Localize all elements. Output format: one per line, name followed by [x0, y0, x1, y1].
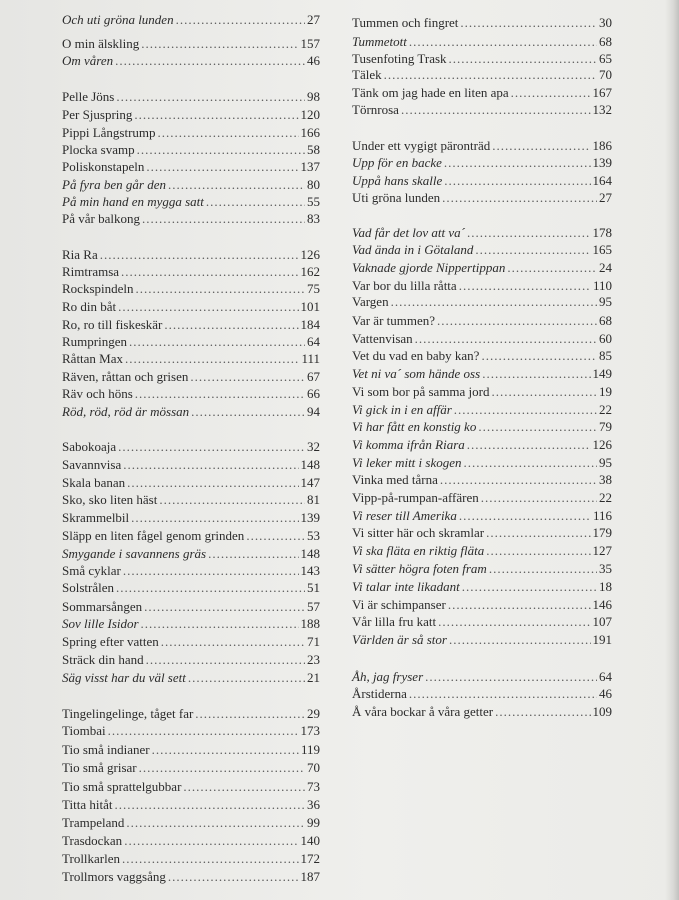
- entry-page-number: 146: [592, 597, 612, 612]
- entry-page-number: 46: [599, 686, 612, 701]
- entry-page-number: 109: [592, 704, 612, 719]
- dot-leader: [118, 297, 298, 317]
- index-entry: [352, 258, 612, 278]
- entry-title: Ro din båt: [62, 299, 117, 314]
- entry-page-number: 178: [592, 225, 612, 240]
- entry-title: Vi har fått en konstig ko: [352, 419, 477, 434]
- entry-page-number: 188: [300, 616, 320, 631]
- entry-page-number: 68: [599, 34, 612, 49]
- entry-page-number: 107: [592, 614, 612, 629]
- entry-title: Vad ända in i Götaland: [352, 242, 474, 257]
- entry-title: Var bor du lilla råtta: [352, 278, 457, 293]
- entry-page-number: 139: [300, 510, 320, 525]
- entry-title: Skrammelbil: [62, 510, 130, 525]
- entry-title: Sabokoaja: [62, 439, 117, 454]
- dot-leader: [449, 630, 591, 650]
- entry-title: Sko, sko liten häst: [62, 492, 158, 507]
- entry-title: På min hand en mygga satt: [62, 194, 204, 209]
- entry-page-number: 80: [307, 177, 320, 192]
- index-entry: [352, 364, 612, 384]
- entry-page-number: 166: [300, 125, 320, 140]
- entry-title: Tio små indianer: [62, 742, 150, 757]
- dot-leader: [437, 311, 597, 331]
- dot-leader: [116, 578, 305, 598]
- dot-leader: [191, 402, 305, 422]
- entry-page-number: 165: [592, 242, 612, 257]
- entry-title: Under ett vygigt päronträd: [352, 138, 491, 153]
- index-entry: [352, 559, 612, 579]
- entry-title: Ria Ra: [62, 247, 98, 262]
- entry-page-number: 64: [307, 334, 320, 349]
- entry-title: Trasdockan: [62, 833, 123, 848]
- entry-title: Säg visst har du väl sett: [62, 670, 186, 685]
- entry-title: Uti gröna lunden: [352, 190, 441, 205]
- dot-leader: [401, 100, 591, 120]
- index-entry: [62, 279, 320, 299]
- index-entry: [62, 795, 320, 815]
- entry-page-number: 172: [300, 851, 320, 866]
- dot-leader: [489, 559, 597, 579]
- entry-title: Savannvisa: [62, 457, 122, 472]
- dot-leader: [183, 777, 305, 797]
- entry-page-number: 27: [599, 190, 612, 205]
- index-entry: [352, 346, 612, 366]
- dot-leader: [486, 541, 590, 561]
- entry-page-number: 110: [592, 278, 612, 293]
- entry-page-number: 83: [307, 211, 320, 226]
- entry-title: Per Sjuspring: [62, 107, 133, 122]
- index-entry: [352, 292, 612, 312]
- entry-page-number: 67: [307, 369, 320, 384]
- entry-title: Vattenvisan: [352, 331, 413, 346]
- dot-leader: [161, 632, 305, 652]
- dot-leader: [486, 523, 590, 543]
- entry-page-number: 173: [300, 723, 320, 738]
- dot-leader: [146, 157, 298, 177]
- entry-page-number: 70: [307, 760, 320, 775]
- entry-title: Vargen: [352, 294, 389, 309]
- entry-title: Vaknade gjorde Nippertippan: [352, 260, 506, 275]
- index-entry: [62, 402, 320, 422]
- entry-page-number: 57: [307, 599, 320, 614]
- entry-page-number: 127: [592, 543, 612, 558]
- entry-title: Räv och höns: [62, 386, 133, 401]
- dot-leader: [159, 490, 305, 510]
- entry-page-number: 186: [592, 138, 612, 153]
- entry-title: Uppå hans skalle: [352, 173, 443, 188]
- entry-title: Vi som bor på samma jord: [352, 384, 490, 399]
- entry-title: Tusenfoting Trask: [352, 51, 447, 66]
- entry-page-number: 98: [307, 89, 320, 104]
- entry-title: Tiombai: [62, 723, 106, 738]
- index-entry: [352, 13, 612, 33]
- entry-title: På vår balkong: [62, 211, 140, 226]
- entry-title: Vet du vad en baby kan?: [352, 348, 480, 363]
- entry-title: Räven, råttan och grisen: [62, 369, 189, 384]
- entry-page-number: 19: [599, 384, 612, 399]
- entry-page-number: 18: [599, 579, 612, 594]
- dot-leader: [135, 384, 305, 404]
- index-entry: [62, 105, 320, 125]
- entry-page-number: 167: [592, 85, 612, 100]
- entry-page-number: 85: [599, 348, 612, 363]
- index-entry: [62, 87, 320, 107]
- index-entry: [352, 240, 612, 260]
- dot-leader: [478, 417, 597, 437]
- entry-page-number: 64: [599, 669, 612, 684]
- dot-leader: [462, 577, 597, 597]
- entry-page-number: 22: [599, 402, 612, 417]
- entry-page-number: 99: [307, 815, 320, 830]
- dot-leader: [114, 795, 305, 815]
- dot-leader: [123, 455, 298, 475]
- entry-title: Vi är schimpanser: [352, 597, 446, 612]
- entry-page-number: 70: [599, 67, 612, 82]
- entry-title: Tummen och fingret: [352, 15, 459, 30]
- entry-page-number: 32: [307, 439, 320, 454]
- entry-page-number: 101: [300, 299, 320, 314]
- entry-title: Släpp en liten fågel genom grinden: [62, 528, 245, 543]
- entry-title: Rumpringen: [62, 334, 127, 349]
- dot-leader: [131, 508, 298, 528]
- entry-title: Om våren: [62, 53, 114, 68]
- index-entry: [352, 684, 612, 704]
- entry-page-number: 148: [300, 546, 320, 561]
- entry-page-number: 22: [599, 490, 612, 505]
- dot-leader: [141, 614, 299, 634]
- entry-title: Skala banan: [62, 475, 126, 490]
- index-entry: [352, 65, 612, 85]
- dot-leader: [442, 188, 597, 208]
- entry-page-number: 21: [307, 670, 320, 685]
- index-entry: [62, 867, 320, 887]
- entry-title: Vipp-på-rumpan-affären: [352, 490, 479, 505]
- dot-leader: [188, 668, 305, 688]
- entry-title: Var är tummen?: [352, 313, 436, 328]
- index-entry: [352, 541, 612, 561]
- index-entry: [352, 470, 612, 490]
- entry-page-number: 79: [599, 419, 612, 434]
- dot-leader: [495, 702, 590, 722]
- entry-page-number: 68: [599, 313, 612, 328]
- dot-leader: [481, 346, 597, 366]
- entry-title: Vad får det lov att va´: [352, 225, 466, 240]
- index-entry: [62, 209, 320, 229]
- dot-leader: [246, 526, 305, 546]
- dot-leader: [391, 292, 597, 312]
- entry-title: Vi leker mitt i skogen: [352, 455, 462, 470]
- index-entry: [352, 630, 612, 650]
- entry-title: Vi reser till Amerika: [352, 508, 457, 523]
- index-entry: [62, 578, 320, 598]
- entry-title: Och uti gröna lunden: [62, 12, 174, 27]
- entry-page-number: 111: [301, 351, 320, 366]
- entry-page-number: 187: [300, 869, 320, 884]
- entry-page-number: 132: [592, 102, 612, 117]
- entry-page-number: 149: [592, 366, 612, 381]
- dot-leader: [125, 349, 299, 369]
- entry-title: Råttan Max: [62, 351, 124, 366]
- index-entry: [62, 632, 320, 652]
- index-entry: [62, 777, 320, 797]
- entry-title: Å våra bockar å våra getter: [352, 704, 494, 719]
- index-entry: [62, 455, 320, 475]
- index-entry: [62, 831, 320, 851]
- entry-title: O min älskling: [62, 36, 140, 51]
- index-entry: [62, 758, 320, 778]
- entry-title: Titta hitåt: [62, 797, 113, 812]
- entry-page-number: 94: [307, 404, 320, 419]
- index-entry: [62, 614, 320, 634]
- entry-title: Världen är så stor: [352, 632, 447, 647]
- entry-page-number: 126: [592, 437, 612, 452]
- index-entry: [352, 311, 612, 331]
- entry-page-number: 27: [307, 12, 320, 27]
- index-entry: [62, 813, 320, 833]
- index-entry: [62, 437, 320, 457]
- dot-leader: [126, 813, 305, 833]
- entry-page-number: 66: [307, 386, 320, 401]
- entry-page-number: 23: [307, 652, 320, 667]
- dot-leader: [492, 382, 597, 402]
- entry-page-number: 162: [300, 264, 320, 279]
- dot-leader: [136, 279, 306, 299]
- entry-page-number: 81: [307, 492, 320, 507]
- dot-leader: [507, 258, 597, 278]
- entry-title: Plocka svamp: [62, 142, 135, 157]
- index-entry: [352, 153, 612, 173]
- entry-page-number: 30: [599, 15, 612, 30]
- dot-leader: [444, 153, 591, 173]
- entry-title: Vi sätter högra foten fram: [352, 561, 487, 576]
- dot-leader: [481, 488, 597, 508]
- dot-leader: [440, 470, 597, 490]
- entry-title: Små cyklar: [62, 563, 121, 578]
- entry-title: Åh, jag fryser: [352, 669, 424, 684]
- index-entry: [352, 435, 612, 455]
- dot-leader: [116, 87, 305, 107]
- dot-leader: [124, 831, 298, 851]
- entry-page-number: 95: [599, 455, 612, 470]
- entry-title: Tio små grisar: [62, 760, 137, 775]
- entry-page-number: 157: [300, 36, 320, 51]
- dot-leader: [482, 364, 590, 384]
- entry-title: Sov lille Isidor: [62, 616, 139, 631]
- dot-leader: [475, 240, 590, 260]
- entry-page-number: 75: [307, 281, 320, 296]
- index-entry: [62, 297, 320, 317]
- entry-page-number: 137: [300, 159, 320, 174]
- dot-leader: [409, 684, 597, 704]
- dot-leader: [438, 612, 590, 632]
- entry-page-number: 53: [307, 528, 320, 543]
- dot-leader: [460, 13, 597, 33]
- entry-page-number: 139: [592, 155, 612, 170]
- index-entry: [352, 702, 612, 722]
- entry-page-number: 191: [592, 632, 612, 647]
- entry-page-number: 60: [599, 331, 612, 346]
- index-entry: [62, 384, 320, 404]
- dot-leader: [176, 10, 305, 30]
- entry-title: Tänk om jag hade en liten apa: [352, 85, 509, 100]
- entry-title: Pippi Långstrump: [62, 125, 156, 140]
- dot-leader: [384, 65, 597, 85]
- entry-title: Tio små sprattelgubbar: [62, 779, 182, 794]
- entry-page-number: 126: [300, 247, 320, 262]
- index-entry: [62, 650, 320, 670]
- entry-page-number: 29: [307, 706, 320, 721]
- index-entry: [352, 577, 612, 597]
- entry-title: Trollmors vaggsång: [62, 869, 166, 884]
- dot-leader: [152, 740, 299, 760]
- entry-page-number: 65: [599, 51, 612, 66]
- entry-title: Pelle Jöns: [62, 89, 115, 104]
- dot-leader: [115, 51, 305, 71]
- index-entry: [62, 157, 320, 177]
- entry-title: Trollkarlen: [62, 851, 121, 866]
- entry-title: Årstiderna: [352, 686, 407, 701]
- entry-title: På fyra ben går den: [62, 177, 166, 192]
- index-entry: [62, 490, 320, 510]
- dot-leader: [142, 209, 305, 229]
- entry-title: Sommarsången: [62, 599, 143, 614]
- entry-title: Röd, röd, röd är mössan: [62, 404, 190, 419]
- dot-leader: [168, 867, 299, 887]
- entry-title: Solstrålen: [62, 580, 114, 595]
- entry-title: Rockspindeln: [62, 281, 134, 296]
- index-entry: [62, 668, 320, 688]
- entry-title: Vi sitter här och skramlar: [352, 525, 485, 540]
- entry-title: Spring efter vatten: [62, 634, 159, 649]
- entry-title: Smygande i savannens gräs: [62, 546, 207, 561]
- entry-title: Vår lilla fru katt: [352, 614, 437, 629]
- entry-page-number: 58: [307, 142, 320, 157]
- entry-page-number: 140: [300, 833, 320, 848]
- index-entry: [352, 188, 612, 208]
- index-entry: [62, 10, 320, 30]
- entry-page-number: 120: [300, 107, 320, 122]
- dot-leader: [134, 105, 298, 125]
- entry-page-number: 179: [592, 525, 612, 540]
- dot-leader: [467, 435, 591, 455]
- entry-title: Vi komma ifrån Riara: [352, 437, 465, 452]
- entry-page-number: 147: [300, 475, 320, 490]
- entry-title: Vi talar inte likadant: [352, 579, 460, 594]
- page-edge-shadow: [665, 0, 679, 900]
- index-entry: [352, 612, 612, 632]
- index-entry: [352, 488, 612, 508]
- entry-page-number: 35: [599, 561, 612, 576]
- entry-title: Poliskonstapeln: [62, 159, 145, 174]
- index-entry: [352, 417, 612, 437]
- index-entry: [352, 100, 612, 120]
- entry-title: Sträck din hand: [62, 652, 144, 667]
- dot-leader: [118, 437, 305, 457]
- entry-title: Tingelingelinge, tåget far: [62, 706, 194, 721]
- entry-page-number: 71: [307, 634, 320, 649]
- index-entry: [352, 523, 612, 543]
- entry-title: Ro, ro till fiskeskär: [62, 317, 163, 332]
- dot-leader: [122, 849, 298, 869]
- entry-page-number: 24: [599, 260, 612, 275]
- entry-page-number: 73: [307, 779, 320, 794]
- entry-title: Vi gick in i en affär: [352, 402, 452, 417]
- index-entry: [62, 740, 320, 760]
- entry-page-number: 51: [307, 580, 320, 595]
- entry-page-number: 116: [592, 508, 612, 523]
- entry-page-number: 38: [599, 472, 612, 487]
- index-entry: [62, 849, 320, 869]
- entry-page-number: 95: [599, 294, 612, 309]
- entry-page-number: 143: [300, 563, 320, 578]
- entry-page-number: 36: [307, 797, 320, 812]
- entry-page-number: 55: [307, 194, 320, 209]
- index-entry: [62, 526, 320, 546]
- entry-page-number: 184: [300, 317, 320, 332]
- entry-page-number: 46: [307, 53, 320, 68]
- dot-leader: [146, 650, 305, 670]
- entry-title: Tälek: [352, 67, 382, 82]
- entry-title: Vi ska fläta en riktig fläta: [352, 543, 485, 558]
- entry-title: Vet ni va´ som hände oss: [352, 366, 481, 381]
- entry-title: Törnrosa: [352, 102, 399, 117]
- entry-title: Vinka med tårna: [352, 472, 438, 487]
- index-entry: [62, 349, 320, 369]
- index-entry: [62, 51, 320, 71]
- index-entry: [62, 721, 320, 741]
- index-entry: [62, 508, 320, 528]
- entry-title: Rimtramsa: [62, 264, 120, 279]
- index-entry: [352, 382, 612, 402]
- entry-page-number: 119: [300, 742, 320, 757]
- entry-page-number: 148: [300, 457, 320, 472]
- entry-title: Trampeland: [62, 815, 125, 830]
- entry-page-number: 164: [592, 173, 612, 188]
- entry-title: Upp för en backe: [352, 155, 442, 170]
- entry-title: Tummetott: [352, 34, 407, 49]
- dot-leader: [108, 721, 299, 741]
- dot-leader: [139, 758, 305, 778]
